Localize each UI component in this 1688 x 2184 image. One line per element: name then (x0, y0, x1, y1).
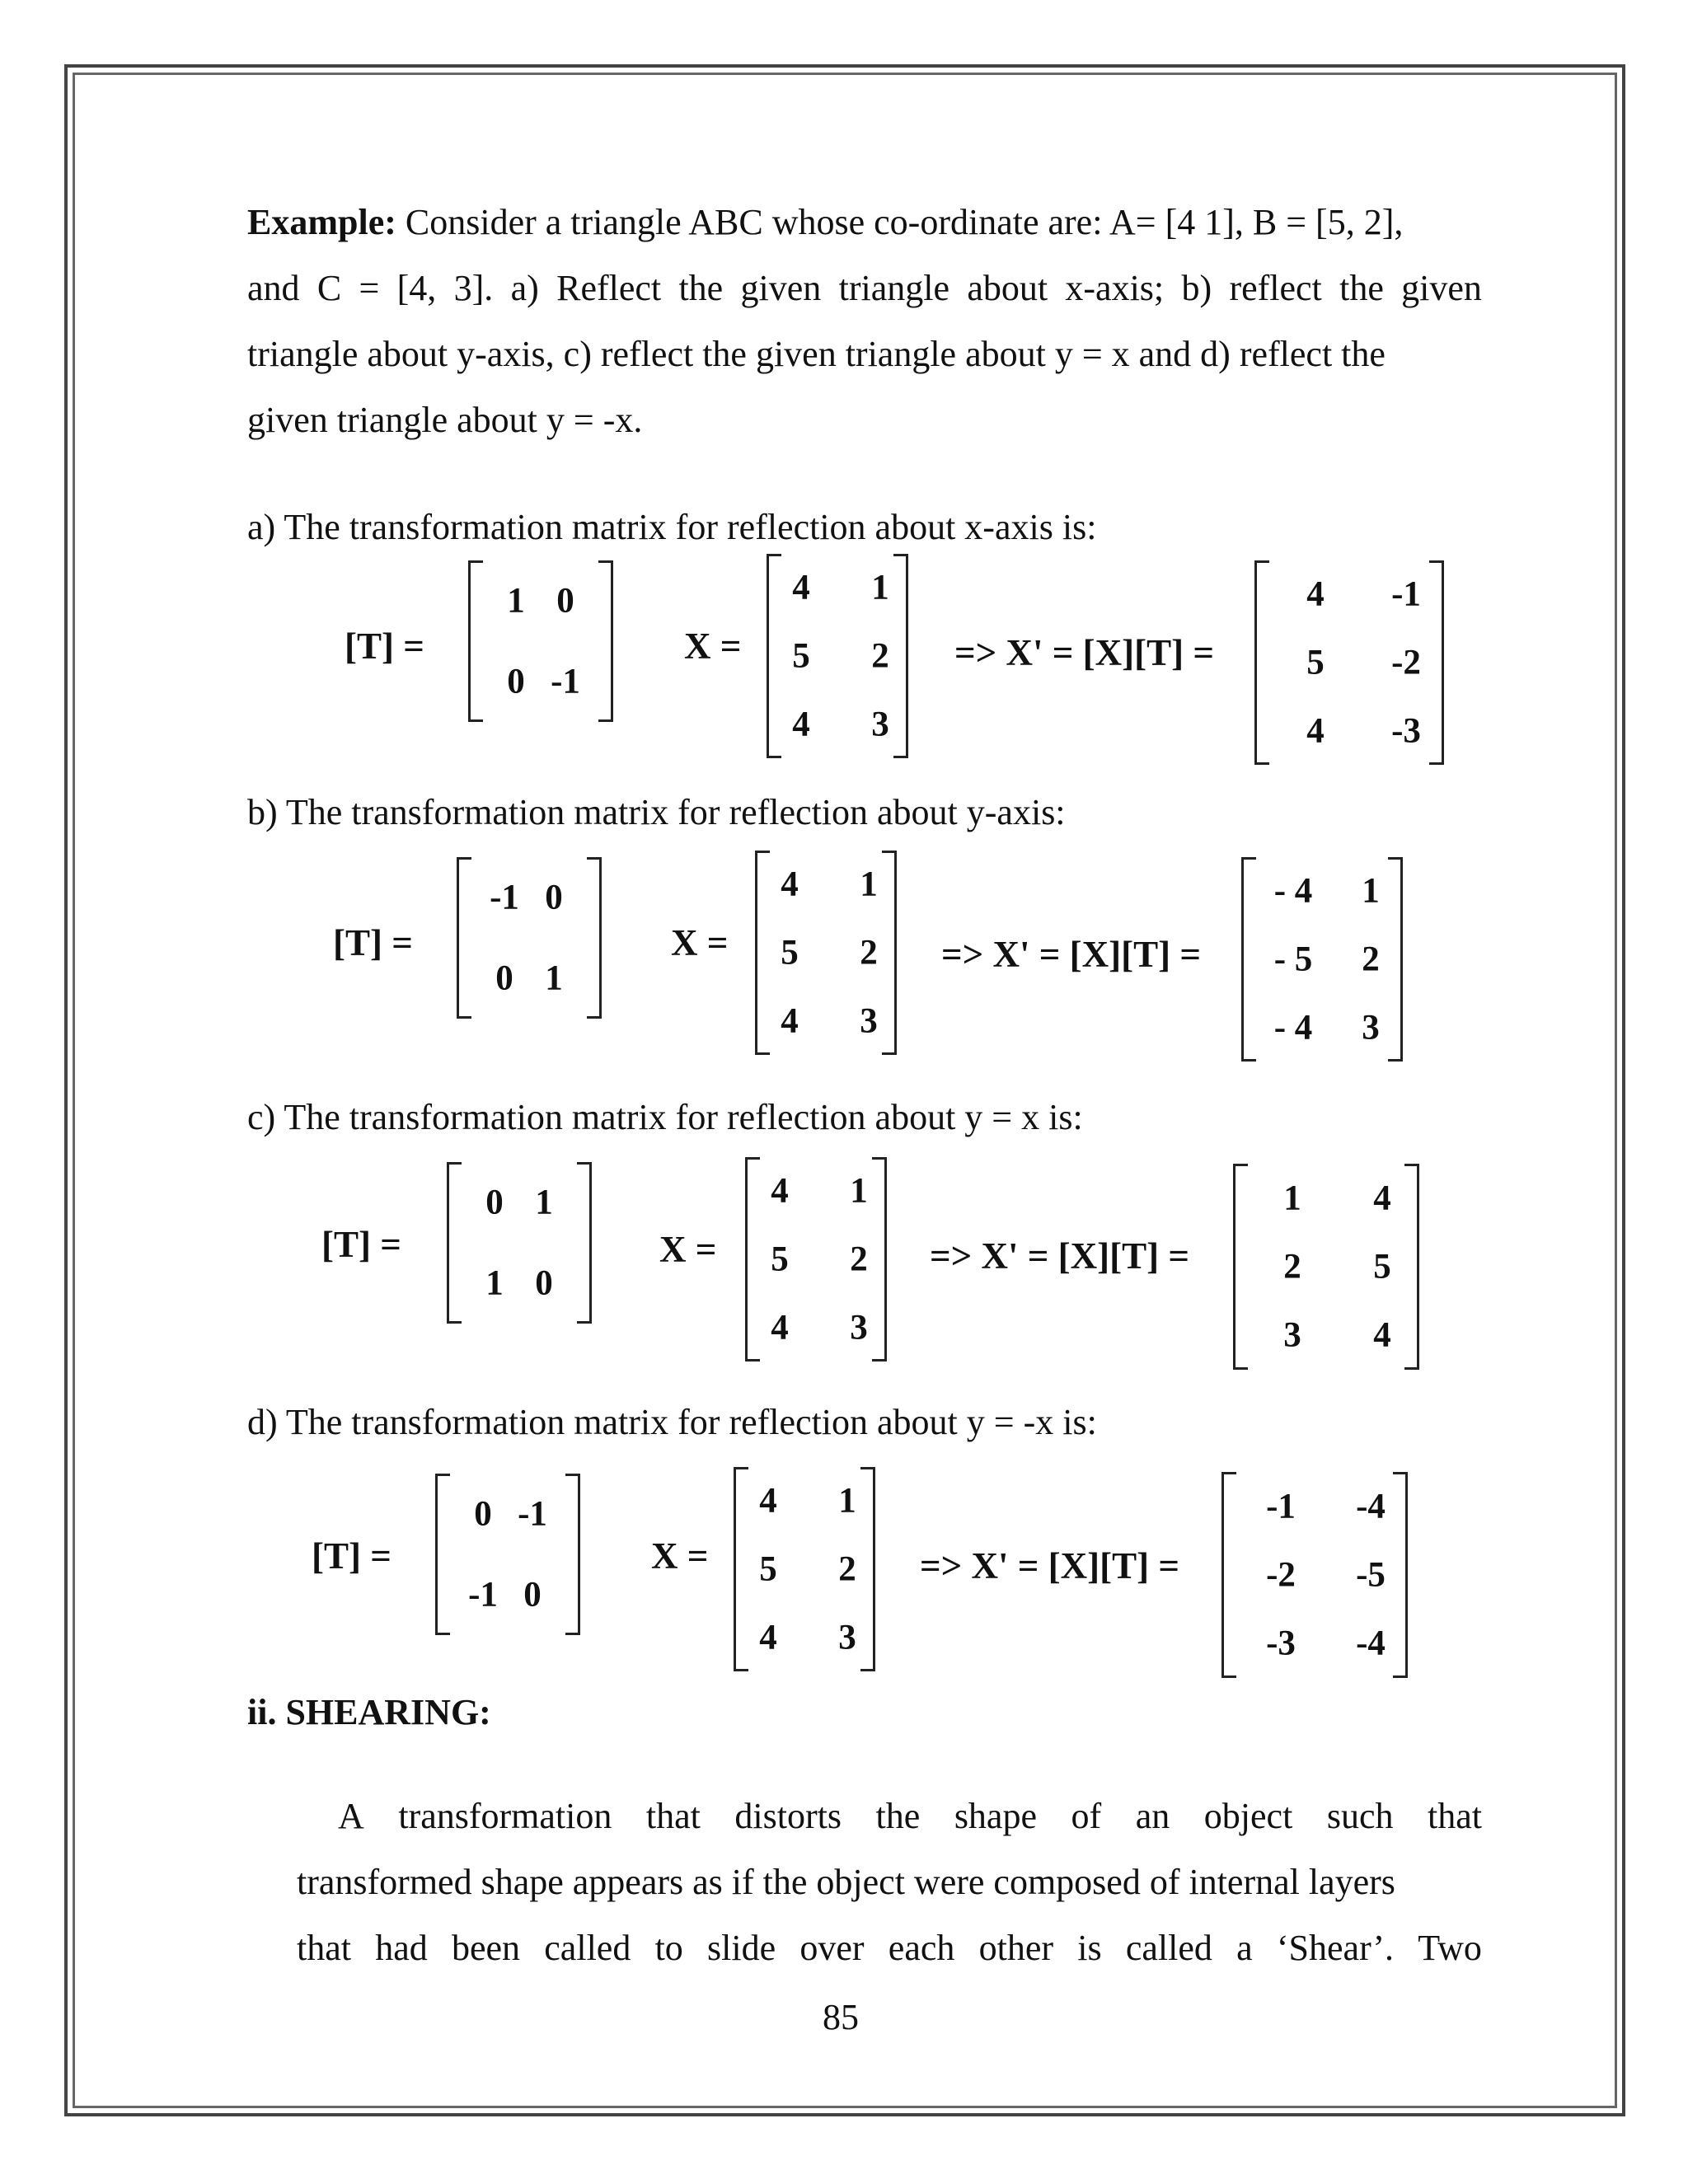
matrix-cell: 1 (1283, 1179, 1301, 1218)
matrix-cell: 1 (507, 581, 525, 621)
matrix-cell: 4 (792, 705, 810, 744)
part-c-t-label: [T] = (321, 1224, 401, 1265)
word: an (1135, 1796, 1170, 1836)
part-b-heading: b) The transformation matrix for reflection about y-axis: (247, 792, 1066, 832)
matrix-cell: -4 (1356, 1624, 1386, 1663)
word: that (1428, 1796, 1482, 1836)
word: x-axis; (1065, 268, 1165, 308)
word: each (888, 1928, 955, 1968)
shearing-heading: ii. SHEARING: (247, 1692, 491, 1732)
left-bracket (767, 554, 781, 758)
left-bracket (734, 1467, 748, 1671)
part-d-x-label: X = (651, 1535, 709, 1577)
matrix-cell: -4 (1356, 1487, 1386, 1526)
matrix-cell: 0 (535, 1263, 553, 1303)
matrix-cell: 5 (771, 1240, 789, 1279)
matrix-cell: 0 (507, 662, 525, 701)
word: given (1401, 268, 1482, 308)
matrix-cell: 3 (850, 1308, 868, 1347)
part-a-result-matrix (1254, 560, 1444, 765)
matrix-cell: 4 (1306, 574, 1325, 614)
matrix-cell: -1 (551, 662, 580, 701)
word: the (1339, 268, 1384, 308)
left-bracket (1241, 857, 1256, 1062)
part-d-t-matrix (435, 1474, 580, 1635)
right-bracket (598, 560, 613, 722)
left-bracket (435, 1474, 450, 1635)
word: other (978, 1928, 1054, 1968)
matrix-cell: - 4 (1273, 871, 1313, 911)
left-bracket (468, 560, 483, 722)
word: object (1203, 1796, 1293, 1836)
part-a-x-matrix (767, 554, 908, 758)
word: had (375, 1928, 428, 1968)
word: the (678, 268, 724, 308)
matrix-cell: 1 (545, 958, 563, 998)
matrix-cell: 0 (495, 958, 513, 998)
word: a) (510, 268, 539, 308)
matrix-cell: -1 (518, 1494, 547, 1534)
left-bracket (447, 1162, 462, 1324)
shearing-line-1 (338, 1798, 1482, 1835)
matrix-cell: 5 (792, 636, 810, 676)
left-bracket (755, 851, 770, 1055)
word: transformation (398, 1796, 612, 1836)
matrix-cell: 3 (1283, 1315, 1301, 1355)
word: and (247, 268, 300, 308)
matrix-cell: -1 (490, 878, 519, 917)
left-bracket (1254, 560, 1269, 765)
word: ‘Shear’. (1276, 1928, 1395, 1968)
matrix-cell: 5 (759, 1549, 777, 1589)
matrix-cell: 3 (1362, 1008, 1380, 1047)
word: Reflect (556, 268, 662, 308)
shearing-line-2: transformed shape appears as if the object were composed of internal layers (297, 1862, 1395, 1902)
right-bracket (872, 1157, 887, 1361)
shearing-line-3 (297, 1930, 1482, 1966)
intro-line-2 (247, 270, 1482, 307)
word: 3]. (453, 268, 494, 308)
word: [4, (396, 268, 437, 308)
part-c-x-label: X = (659, 1229, 717, 1270)
word: b) (1181, 268, 1212, 308)
intro-line-1 (247, 204, 1403, 241)
matrix-cell: 1 (838, 1481, 856, 1521)
matrix-cell: 2 (1362, 940, 1380, 979)
part-b-t-label: [T] = (333, 922, 413, 963)
part-d-t-label: [T] = (312, 1535, 392, 1577)
matrix-cell: 5 (781, 933, 799, 972)
matrix-cell: -5 (1356, 1555, 1386, 1595)
right-bracket (1393, 1472, 1408, 1678)
part-c-t-matrix (447, 1162, 592, 1324)
intro-line-3: triangle about y-axis, c) reflect the given triangle about y = x and d) reflect the (247, 334, 1386, 374)
part-d-x-matrix (734, 1467, 875, 1671)
word: over (799, 1928, 865, 1968)
part-d-result-matrix (1221, 1472, 1408, 1678)
matrix-cell: - 4 (1273, 1008, 1313, 1047)
word: triangle (838, 268, 950, 308)
part-b-x-matrix (755, 851, 897, 1055)
matrix-cell: 4 (771, 1308, 789, 1347)
matrix-cell: 4 (759, 1618, 777, 1657)
matrix-cell: -3 (1391, 711, 1421, 751)
matrix-cell: 0 (545, 878, 563, 917)
matrix-cell: 4 (792, 568, 810, 607)
intro-line-4: given triangle about y = -x. (247, 400, 643, 440)
word: such (1326, 1796, 1394, 1836)
part-a-t-matrix (468, 560, 613, 722)
left-bracket (1221, 1472, 1236, 1678)
part-c-result-matrix (1233, 1164, 1419, 1370)
matrix-cell: 2 (838, 1549, 856, 1589)
right-bracket (587, 857, 602, 1019)
right-bracket (882, 851, 897, 1055)
word: a (1236, 1928, 1253, 1968)
part-a-x-label: X = (684, 626, 742, 667)
word: that (297, 1928, 351, 1968)
part-a-heading: a) The transformation matrix for reflection about x-axis is: (247, 507, 1097, 547)
word: the (875, 1796, 921, 1836)
matrix-cell: - 5 (1273, 940, 1313, 979)
left-bracket (745, 1157, 760, 1361)
matrix-cell: 1 (871, 568, 889, 607)
matrix-cell: 2 (871, 636, 889, 676)
matrix-cell: -1 (468, 1575, 498, 1615)
word: is (1077, 1928, 1102, 1968)
word: to (654, 1928, 683, 1968)
part-a-result-label: => X' = [X][T] = (954, 632, 1215, 673)
matrix-cell: 4 (759, 1481, 777, 1521)
matrix-cell: 2 (1283, 1247, 1301, 1286)
right-bracket (860, 1467, 875, 1671)
matrix-cell: 4 (781, 1001, 799, 1041)
word: of (1071, 1796, 1102, 1836)
matrix-cell: 4 (781, 865, 799, 904)
matrix-cell: 0 (474, 1494, 492, 1534)
part-d-result-label: => X' = [X][T] = (920, 1545, 1180, 1586)
right-bracket (893, 554, 908, 758)
right-bracket (565, 1474, 580, 1635)
matrix-cell: 4 (771, 1171, 789, 1211)
matrix-cell: 3 (860, 1001, 878, 1041)
matrix-cell: -3 (1266, 1624, 1296, 1663)
part-c-x-matrix (745, 1157, 887, 1361)
matrix-cell: 3 (838, 1618, 856, 1657)
matrix-cell: 1 (485, 1263, 504, 1303)
matrix-cell: 1 (1362, 871, 1380, 911)
right-bracket (1388, 857, 1403, 1062)
left-bracket (457, 857, 471, 1019)
word: reflect (1229, 268, 1322, 308)
right-bracket (1404, 1164, 1419, 1370)
word: about (967, 268, 1048, 308)
matrix-cell: -1 (1266, 1487, 1296, 1526)
matrix-cell: -2 (1391, 643, 1421, 682)
matrix-cell: 2 (850, 1240, 868, 1279)
word: distorts (734, 1796, 842, 1836)
matrix-cell: 0 (485, 1183, 504, 1222)
left-bracket (1233, 1164, 1248, 1370)
matrix-cell: 5 (1373, 1247, 1391, 1286)
word: = (359, 268, 380, 308)
matrix-cell: 3 (871, 705, 889, 744)
part-c-result-label: => X' = [X][T] = (930, 1235, 1190, 1277)
matrix-cell: -1 (1391, 574, 1421, 614)
intro-line-1-text: Consider a triangle ABC whose co-ordinate are: A= [4 1], B = [5, 2], (405, 202, 1404, 242)
matrix-cell: 1 (860, 865, 878, 904)
matrix-cell: -2 (1266, 1555, 1296, 1595)
word: shape (954, 1796, 1037, 1836)
part-b-x-label: X = (671, 922, 729, 963)
example-label: Example: (247, 202, 396, 242)
part-d-heading: d) The transformation matrix for reflection about y = -x is: (247, 1402, 1097, 1442)
word: slide (707, 1928, 776, 1968)
matrix-cell: 0 (556, 581, 574, 621)
page-number: 85 (823, 1997, 859, 2037)
matrix-cell: 4 (1373, 1179, 1391, 1218)
word: given (740, 268, 822, 308)
matrix-cell: 0 (523, 1575, 542, 1615)
word: Two (1418, 1928, 1482, 1968)
word: been (451, 1928, 521, 1968)
matrix-cell: 5 (1306, 643, 1325, 682)
right-bracket (577, 1162, 592, 1324)
word: called (544, 1928, 631, 1968)
part-b-t-matrix (457, 857, 602, 1019)
part-b-result-matrix (1241, 857, 1403, 1062)
word: called (1125, 1928, 1212, 1968)
word: that (645, 1796, 701, 1836)
matrix-cell: 4 (1306, 711, 1325, 751)
part-c-heading: c) The transformation matrix for reflection about y = x is: (247, 1097, 1083, 1137)
matrix-cell: 1 (850, 1171, 868, 1211)
matrix-cell: 4 (1373, 1315, 1391, 1355)
matrix-cell: 1 (535, 1183, 553, 1222)
word: A (338, 1796, 364, 1836)
part-b-result-label: => X' = [X][T] = (941, 934, 1202, 975)
part-a-t-label: [T] = (345, 626, 424, 667)
right-bracket (1429, 560, 1444, 765)
word: C (316, 268, 342, 308)
matrix-cell: 2 (860, 933, 878, 972)
